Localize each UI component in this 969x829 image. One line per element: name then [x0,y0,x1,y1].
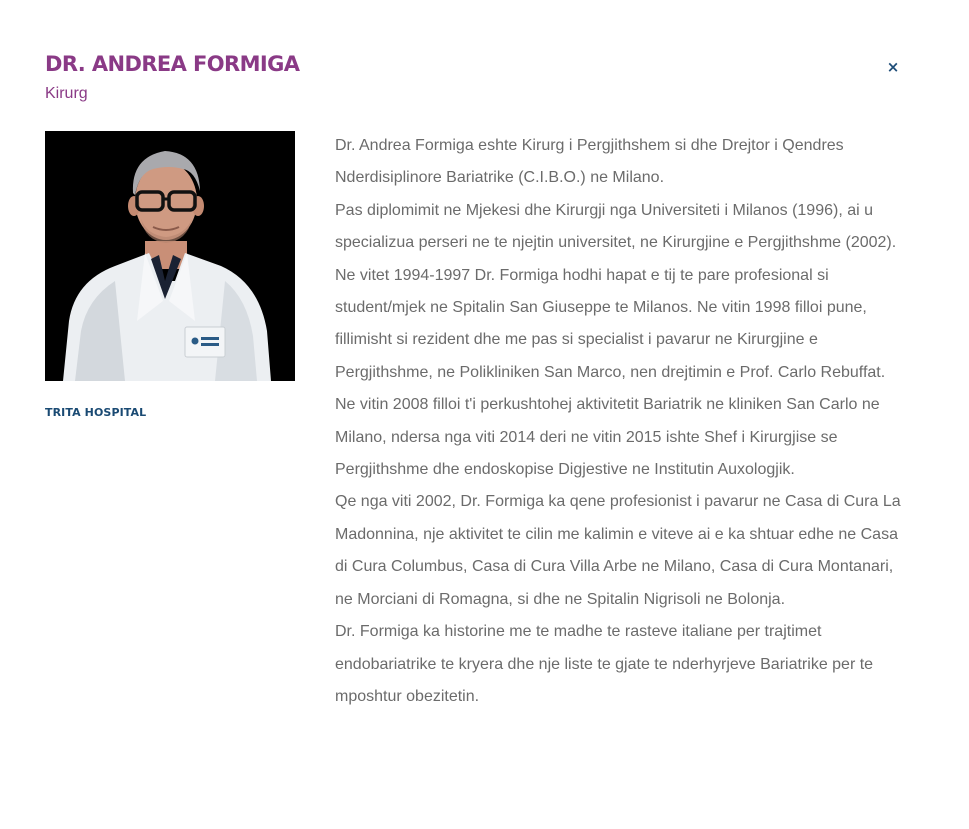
hospital-name: TRITA HOSPITAL [45,406,147,419]
doctor-role: Kirurg [45,85,88,102]
bio-paragraph: Pas diplomimit ne Mjekesi dhe Kirurgji nga Universiteti i Milanos (1996), ai u specializua perseri ne te njejtin universitet, ne Kirurgjine e Pergjithshme (2002). [335,201,897,252]
close-icon[interactable]: × [882,56,904,78]
bio-paragraph: Ne vitet 1994-1997 Dr. Formiga hodhi hapat e tij te pare profesional si student/mjek ne Spitalin San Giuseppe te Milanos. Ne vitin 1998 filloi pune, fillimisht si rezident dhe me pas si specialist i pavarur ne Kirurgjine e Pergjithshme, ne Polikliniken San Marco, nen drejtimin e Prof. Carlo Rebuffat. [335,266,886,381]
bio-paragraph: Dr. Formiga ka historine me te madhe te rasteve italiane per trajtimet endobariatrike te kryera dhe nje liste te gjate te nderhyrjeve Bariatrike per te mposhtur obezitetin. [335,623,874,705]
bio-paragraph: Qe nga viti 2002, Dr. Formiga ka qene profesionist i pavarur ne Casa di Cura La Madonnina, nje aktivitet te cilin me kalimin e viteve ai e ka shtuar edhe ne Casa di Cura Columbus, Casa di Cura Villa Arbe ne Milano, Casa di Cura Montanari, ne Morciani di Romagna, si dhe ne Spitalin Nigrisoli ne Bolonja. [335,493,901,608]
bio-paragraph: Dr. Andrea Formiga eshte Kirurg i Pergjithshem si dhe Drejtor i Qendres Nderdisiplinore Bariatrike (C.I.B.O.) ne Milano. [335,137,844,187]
doctor-biography [335,130,907,713]
doctor-name: DR. ANDREA FORMIGA [45,52,300,76]
bio-paragraph: Ne vitin 2008 filloi t'i perkushtohej aktivitetit Bariatrik ne kliniken San Carlo ne Milano, ndersa nga viti 2014 deri ne vitin 2015 ishte Shef i Kirurgjise se Pergjithshme dhe endoskopise Digjestive ne Institutin Auxologjik. [335,396,880,479]
doctor-photo [45,131,295,381]
